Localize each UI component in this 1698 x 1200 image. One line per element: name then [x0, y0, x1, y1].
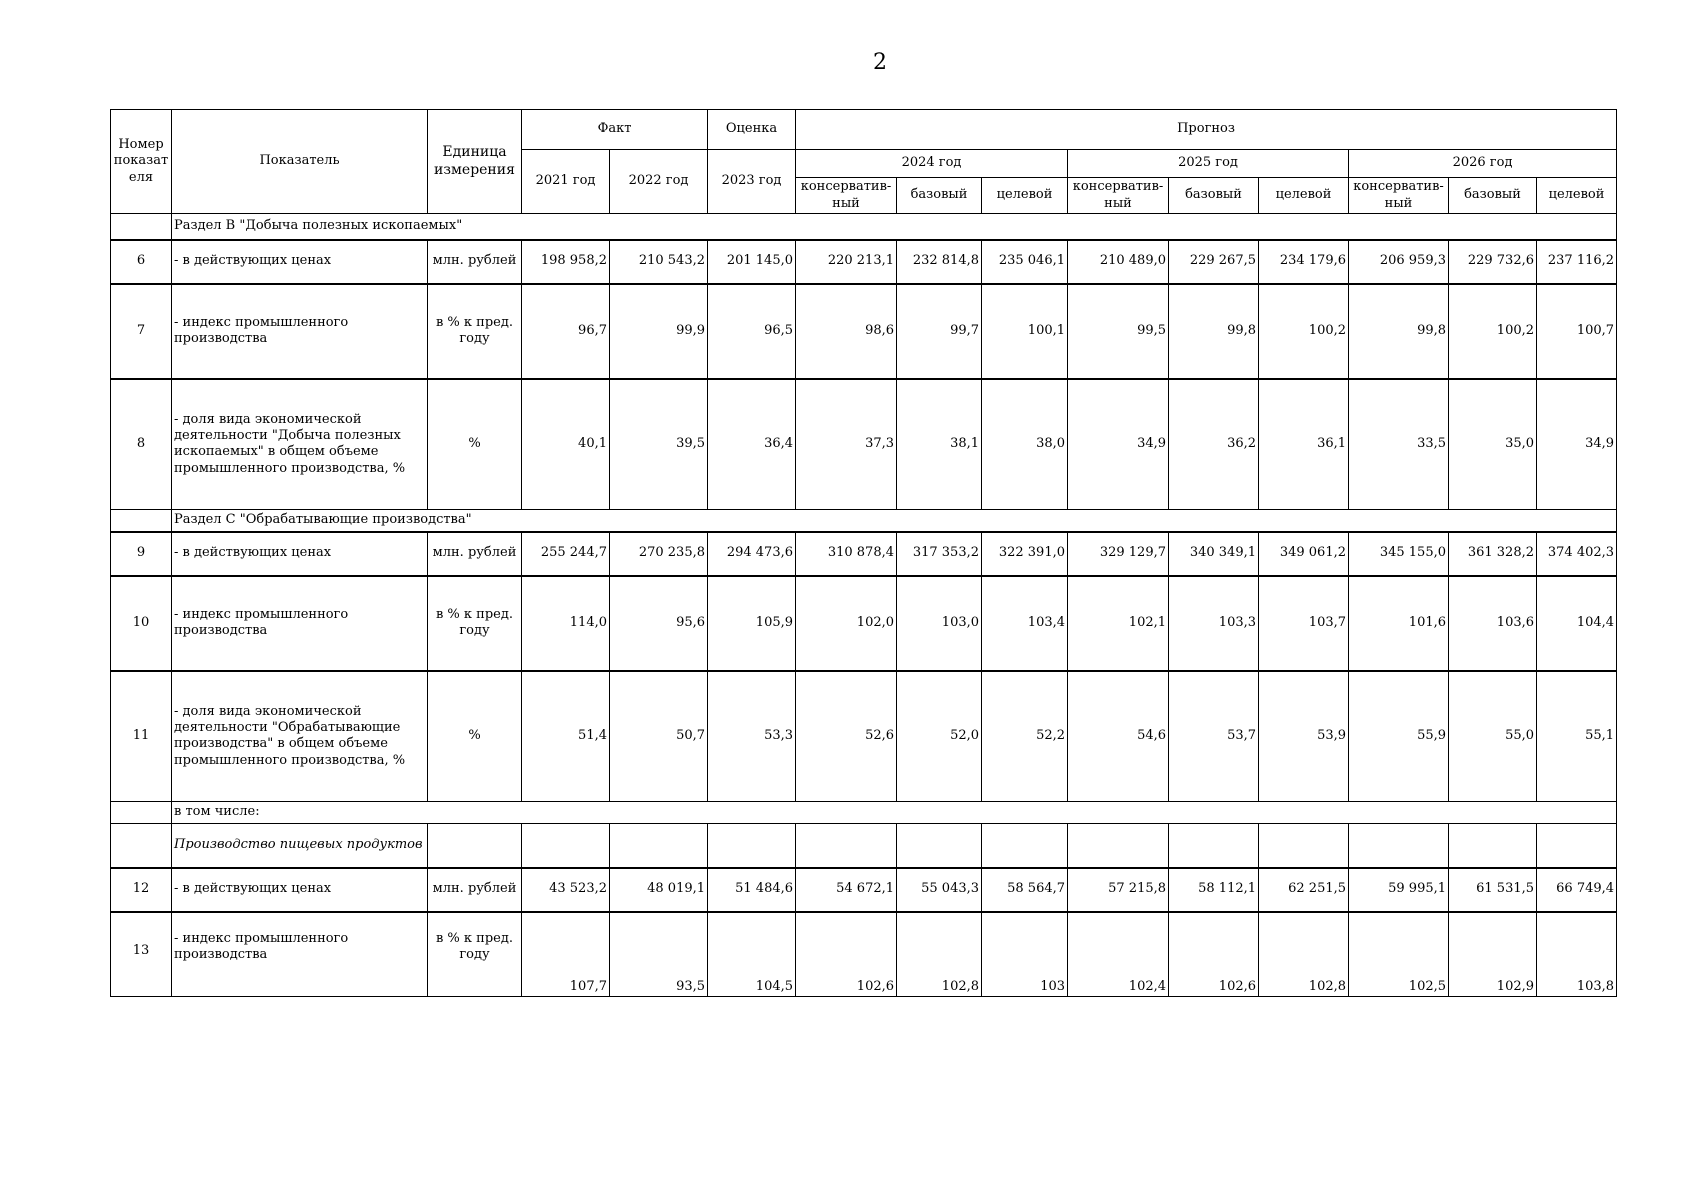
- row-unit: в % к пред. году: [428, 912, 522, 997]
- value-cell: 53,3: [708, 671, 796, 802]
- subsection-empty-cell: [111, 824, 172, 868]
- header-2024-target: целевой: [982, 178, 1068, 214]
- value-cell: 206 959,3: [1349, 240, 1449, 284]
- value-cell: 38,1: [897, 379, 982, 510]
- value-cell: 99,8: [1169, 284, 1259, 379]
- value-cell: 99,8: [1349, 284, 1449, 379]
- row-label: - индекс промышленного производства: [172, 284, 428, 379]
- value-cell: 39,5: [610, 379, 708, 510]
- section-title-c: Раздел С "Обрабатывающие производства": [172, 510, 1617, 532]
- row-number: 13: [111, 912, 172, 997]
- row-number: 10: [111, 576, 172, 671]
- header-2025-base: базовый: [1169, 178, 1259, 214]
- value-cell: 234 179,6: [1259, 240, 1349, 284]
- header-year-2024: 2024 год: [796, 150, 1068, 178]
- value-cell: 105,9: [708, 576, 796, 671]
- subsection-empty-cell: [1349, 824, 1449, 868]
- value-cell: 33,5: [1349, 379, 1449, 510]
- value-cell: 38,0: [982, 379, 1068, 510]
- row-unit: %: [428, 671, 522, 802]
- header-2026-conservative: консерватив-ный: [1349, 178, 1449, 214]
- value-cell: 104,5: [708, 912, 796, 997]
- value-cell: 104,4: [1537, 576, 1617, 671]
- value-cell: 114,0: [522, 576, 610, 671]
- row-unit: млн. рублей: [428, 532, 522, 576]
- row-label: - в действующих ценах: [172, 240, 428, 284]
- row-label: - доля вида экономической деятельности "Обрабатывающие производства" в общем объеме промышленного производства, %: [172, 671, 428, 802]
- row-unit: в % к пред. году: [428, 284, 522, 379]
- value-cell: 62 251,5: [1259, 868, 1349, 912]
- header-2026-target: целевой: [1537, 178, 1617, 214]
- value-cell: 48 019,1: [610, 868, 708, 912]
- subsection-empty-cell: [610, 824, 708, 868]
- subsection-empty-cell: [796, 824, 897, 868]
- value-cell: 40,1: [522, 379, 610, 510]
- row-number: 9: [111, 532, 172, 576]
- value-cell: 55 043,3: [897, 868, 982, 912]
- header-2025-conservative: консерватив-ный: [1068, 178, 1169, 214]
- row-label: - доля вида экономической деятельности "Добыча полезных ископаемых" в общем объеме промышленного производства, %: [172, 379, 428, 510]
- row-unit: %: [428, 379, 522, 510]
- value-cell: 102,4: [1068, 912, 1169, 997]
- header-year-2022: 2022 год: [610, 150, 708, 214]
- value-cell: 53,9: [1259, 671, 1349, 802]
- row-label: - в действующих ценах: [172, 532, 428, 576]
- value-cell: 59 995,1: [1349, 868, 1449, 912]
- header-2026-base: базовый: [1449, 178, 1537, 214]
- value-cell: 55,0: [1449, 671, 1537, 802]
- forecast-table: [110, 109, 1617, 997]
- value-cell: 198 958,2: [522, 240, 610, 284]
- value-cell: 349 061,2: [1259, 532, 1349, 576]
- value-cell: 55,1: [1537, 671, 1617, 802]
- value-cell: 57 215,8: [1068, 868, 1169, 912]
- value-cell: 100,1: [982, 284, 1068, 379]
- value-cell: 36,2: [1169, 379, 1259, 510]
- page-number: 2: [873, 50, 887, 75]
- value-cell: 96,5: [708, 284, 796, 379]
- value-cell: 58 564,7: [982, 868, 1068, 912]
- row-number: 7: [111, 284, 172, 379]
- row-unit: в % к пред. году: [428, 576, 522, 671]
- value-cell: 103,0: [897, 576, 982, 671]
- subsection-empty-cell: [1068, 824, 1169, 868]
- value-cell: 66 749,4: [1537, 868, 1617, 912]
- value-cell: 51,4: [522, 671, 610, 802]
- header-2024-conservative: консерватив-ный: [796, 178, 897, 214]
- value-cell: 52,0: [897, 671, 982, 802]
- value-cell: 103,3: [1169, 576, 1259, 671]
- value-cell: 201 145,0: [708, 240, 796, 284]
- table-row: [111, 912, 1617, 997]
- row-label: - в действующих ценах: [172, 868, 428, 912]
- row-number: 11: [111, 671, 172, 802]
- value-cell: 98,6: [796, 284, 897, 379]
- header-forecast: Прогноз: [796, 110, 1617, 150]
- value-cell: 51 484,6: [708, 868, 796, 912]
- header-year-2025: 2025 год: [1068, 150, 1349, 178]
- subsection-empty-cell: [1449, 824, 1537, 868]
- header-year-2023: 2023 год: [708, 150, 796, 214]
- value-cell: 99,5: [1068, 284, 1169, 379]
- value-cell: 229 732,6: [1449, 240, 1537, 284]
- including-row: [111, 802, 1617, 824]
- header-fact: Факт: [522, 110, 708, 150]
- value-cell: 34,9: [1537, 379, 1617, 510]
- value-cell: 102,6: [1169, 912, 1259, 997]
- value-cell: 95,6: [610, 576, 708, 671]
- value-cell: 229 267,5: [1169, 240, 1259, 284]
- value-cell: 235 046,1: [982, 240, 1068, 284]
- value-cell: 345 155,0: [1349, 532, 1449, 576]
- header-2025-target: целевой: [1259, 178, 1349, 214]
- subsection-row-food: [111, 824, 1617, 868]
- value-cell: 52,6: [796, 671, 897, 802]
- header-year-2026: 2026 год: [1349, 150, 1617, 178]
- subsection-empty-cell: [982, 824, 1068, 868]
- row-number: 12: [111, 868, 172, 912]
- header-year-2021: 2021 год: [522, 150, 610, 214]
- value-cell: 61 531,5: [1449, 868, 1537, 912]
- value-cell: 103,4: [982, 576, 1068, 671]
- header-2024-base: базовый: [897, 178, 982, 214]
- value-cell: 99,7: [897, 284, 982, 379]
- value-cell: 103,6: [1449, 576, 1537, 671]
- value-cell: 58 112,1: [1169, 868, 1259, 912]
- value-cell: 100,2: [1449, 284, 1537, 379]
- value-cell: 220 213,1: [796, 240, 897, 284]
- value-cell: 43 523,2: [522, 868, 610, 912]
- value-cell: 317 353,2: [897, 532, 982, 576]
- row-label: - индекс промышленного производства: [172, 576, 428, 671]
- value-cell: 102,0: [796, 576, 897, 671]
- value-cell: 37,3: [796, 379, 897, 510]
- section-empty-cell: [111, 214, 172, 240]
- subsection-empty-cell: [708, 824, 796, 868]
- value-cell: 100,7: [1537, 284, 1617, 379]
- value-cell: 35,0: [1449, 379, 1537, 510]
- section-empty-cell: [111, 510, 172, 532]
- section-row-b: [111, 214, 1617, 240]
- value-cell: 103,8: [1537, 912, 1617, 997]
- value-cell: 99,9: [610, 284, 708, 379]
- table-row: [111, 671, 1617, 802]
- value-cell: 310 878,4: [796, 532, 897, 576]
- including-label: в том числе:: [172, 802, 1617, 824]
- value-cell: 96,7: [522, 284, 610, 379]
- table-row: [111, 868, 1617, 912]
- subsection-empty-cell: [1169, 824, 1259, 868]
- value-cell: 100,2: [1259, 284, 1349, 379]
- table-row: [111, 379, 1617, 510]
- row-unit: млн. рублей: [428, 868, 522, 912]
- value-cell: 54 672,1: [796, 868, 897, 912]
- value-cell: 102,1: [1068, 576, 1169, 671]
- section-row-c: [111, 510, 1617, 532]
- header-unit: Единица измерения: [428, 110, 522, 214]
- value-cell: 232 814,8: [897, 240, 982, 284]
- section-title-b: Раздел В "Добыча полезных ископаемых": [172, 214, 1617, 240]
- subsection-empty-cell: [428, 824, 522, 868]
- value-cell: 101,6: [1349, 576, 1449, 671]
- table-row: [111, 240, 1617, 284]
- value-cell: 102,5: [1349, 912, 1449, 997]
- value-cell: 255 244,7: [522, 532, 610, 576]
- value-cell: 102,8: [897, 912, 982, 997]
- value-cell: 237 116,2: [1537, 240, 1617, 284]
- value-cell: 270 235,8: [610, 532, 708, 576]
- header-row-1: [111, 110, 1617, 150]
- table-row: [111, 532, 1617, 576]
- value-cell: 322 391,0: [982, 532, 1068, 576]
- value-cell: 52,2: [982, 671, 1068, 802]
- value-cell: 361 328,2: [1449, 532, 1537, 576]
- table-row: [111, 576, 1617, 671]
- value-cell: 294 473,6: [708, 532, 796, 576]
- section-empty-cell: [111, 802, 172, 824]
- value-cell: 36,4: [708, 379, 796, 510]
- value-cell: 210 489,0: [1068, 240, 1169, 284]
- value-cell: 36,1: [1259, 379, 1349, 510]
- header-number: Номер показат еля: [111, 110, 172, 214]
- subsection-empty-cell: [897, 824, 982, 868]
- value-cell: 54,6: [1068, 671, 1169, 802]
- row-number: 8: [111, 379, 172, 510]
- value-cell: 210 543,2: [610, 240, 708, 284]
- header-indicator: Показатель: [172, 110, 428, 214]
- row-number: 6: [111, 240, 172, 284]
- value-cell: 103: [982, 912, 1068, 997]
- value-cell: 102,8: [1259, 912, 1349, 997]
- value-cell: 34,9: [1068, 379, 1169, 510]
- row-unit: млн. рублей: [428, 240, 522, 284]
- value-cell: 102,9: [1449, 912, 1537, 997]
- subsection-empty-cell: [522, 824, 610, 868]
- value-cell: 107,7: [522, 912, 610, 997]
- value-cell: 103,7: [1259, 576, 1349, 671]
- value-cell: 340 349,1: [1169, 532, 1259, 576]
- value-cell: 329 129,7: [1068, 532, 1169, 576]
- value-cell: 50,7: [610, 671, 708, 802]
- value-cell: 102,6: [796, 912, 897, 997]
- subsection-empty-cell: [1537, 824, 1617, 868]
- value-cell: 374 402,3: [1537, 532, 1617, 576]
- value-cell: 53,7: [1169, 671, 1259, 802]
- subsection-empty-cell: [1259, 824, 1349, 868]
- header-estimate: Оценка: [708, 110, 796, 150]
- row-label: - индекс промышленного производства: [172, 912, 428, 997]
- value-cell: 55,9: [1349, 671, 1449, 802]
- value-cell: 93,5: [610, 912, 708, 997]
- table-row: [111, 284, 1617, 379]
- subsection-title-food: Производство пищевых продуктов: [172, 824, 428, 868]
